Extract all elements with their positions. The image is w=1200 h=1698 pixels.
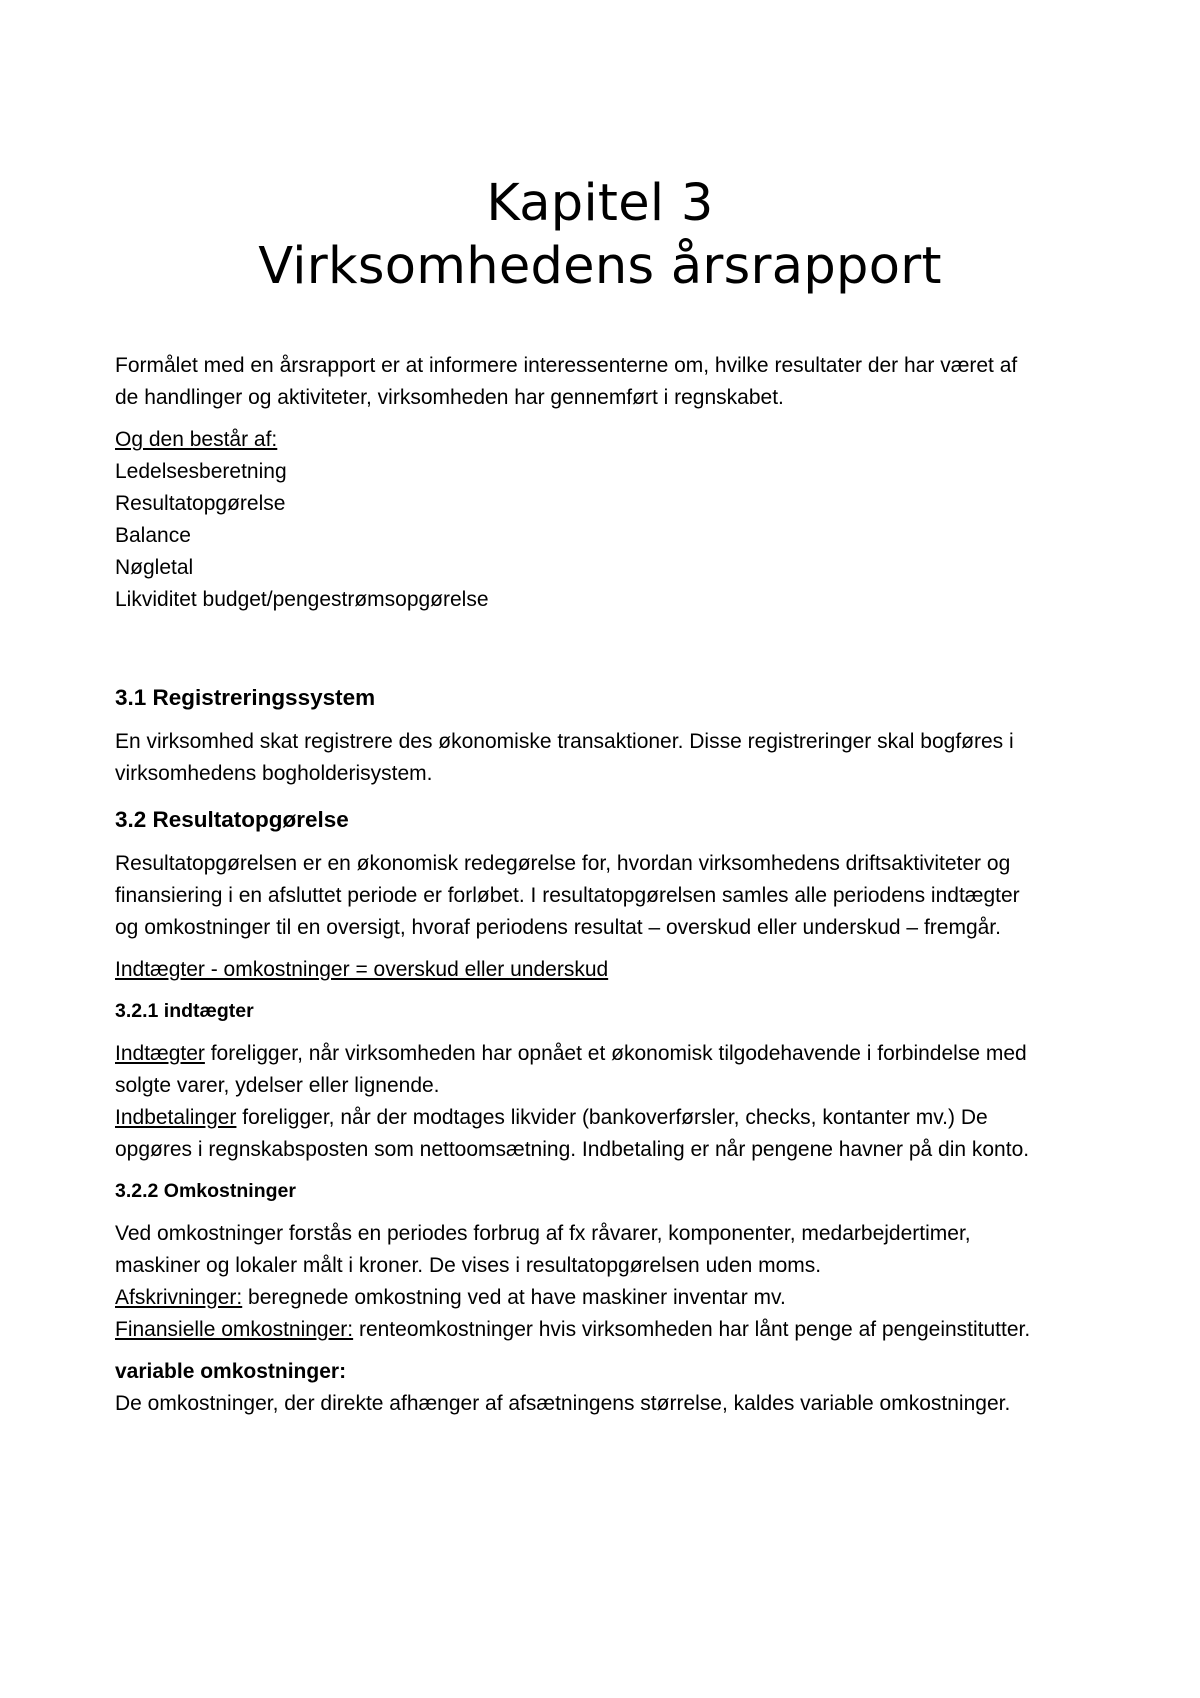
document-title: [0, 172, 1200, 298]
contents-item: Ledelsesberetning: [115, 460, 287, 483]
intro-paragraph: [115, 350, 1105, 414]
term-indbetalinger: Indbetalinger: [115, 1106, 237, 1129]
contents-heading: Og den består af:: [115, 428, 278, 451]
document-body: [115, 350, 1105, 1430]
contents-item: Resultatopgørelse: [115, 492, 286, 515]
paragraph-line: og omkostninger til en oversigt, hvoraf periodens resultat – overskud eller underskud – fremgår.: [115, 916, 1001, 939]
paragraph-line: maskiner og lokaler målt i kroner. De vises i resultatopgørelsen uden moms.: [115, 1254, 822, 1277]
contents-item: Likviditet budget/pengestrømsopgørelse: [115, 588, 489, 611]
formula-text: Indtægter - omkostninger = overskud eller underskud: [115, 958, 609, 981]
term-finansielle-omkostninger: Finansielle omkostninger:: [115, 1318, 354, 1341]
term-definition: renteomkostninger hvis virksomheden har lånt penge af pengeinstitutter.: [353, 1318, 1031, 1341]
variable-costs-paragraph: [115, 1356, 1105, 1420]
title-line-2: Virksomhedens årsrapport: [258, 237, 942, 296]
title-line-1: Kapitel 3: [486, 174, 714, 233]
section-3-2-1-paragraph: [115, 1038, 1105, 1166]
paragraph-line: Resultatopgørelsen er en økonomisk redegørelse for, hvordan virksomhedens driftsaktiviteter og: [115, 852, 1011, 875]
formula-line: [115, 954, 1105, 986]
variable-costs-heading: variable omkostninger:: [115, 1360, 347, 1383]
section-heading-3-2-1: 3.2.1 indtægter: [115, 1000, 254, 1022]
paragraph-line: virksomhedens bogholderisystem.: [115, 762, 433, 785]
intro-line: de handlinger og aktiviteter, virksomheden har gennemført i regnskabet.: [115, 386, 784, 409]
contents-item: Balance: [115, 524, 191, 547]
paragraph-line: solgte varer, ydelser eller lignende.: [115, 1074, 440, 1097]
term-definition: foreligger, når der modtages likvider (bankoverførsler, checks, kontanter mv.) De: [236, 1106, 988, 1129]
paragraph-line: De omkostninger, der direkte afhænger af afsætningens størrelse, kaldes variable omkostninger.: [115, 1392, 1011, 1415]
term-indtaegter: Indtægter: [115, 1042, 205, 1065]
section-heading-3-2: 3.2 Resultatopgørelse: [115, 807, 349, 832]
section-3-2-paragraph: [115, 848, 1105, 944]
contents-list: [115, 424, 1105, 616]
intro-line: Formålet med en årsrapport er at informere interessenterne om, hvilke resultater der har været af: [115, 354, 1018, 377]
paragraph-line: [115, 1038, 1105, 1070]
section-3-2-2-paragraph: [115, 1218, 1105, 1346]
paragraph-line: [115, 1282, 1105, 1314]
paragraph-line: [115, 1102, 1105, 1134]
section-heading-3-2-2: 3.2.2 Omkostninger: [115, 1180, 296, 1202]
paragraph-line: opgøres i regnskabsposten som nettoomsætning. Indbetaling er når pengene havner på din konto.: [115, 1138, 1030, 1161]
paragraph-line: finansiering i en afsluttet periode er forløbet. I resultatopgørelsen samles alle periodens indtægter: [115, 884, 1020, 907]
term-definition: foreligger, når virksomheden har opnået et økonomisk tilgodehavende i forbindelse med: [204, 1042, 1027, 1065]
section-3-1-paragraph: [115, 726, 1105, 790]
paragraph-line: En virksomhed skat registrere des økonomiske transaktioner. Disse registreringer skal bogføres i: [115, 730, 1014, 753]
paragraph-line: Ved omkostninger forstås en periodes forbrug af fx råvarer, komponenter, medarbejdertimer,: [115, 1222, 971, 1245]
section-heading-3-1: 3.1 Registreringssystem: [115, 685, 376, 710]
term-afskrivninger: Afskrivninger:: [115, 1286, 243, 1309]
paragraph-line: [115, 1314, 1105, 1346]
contents-item: Nøgletal: [115, 556, 194, 579]
term-definition: beregnede omkostning ved at have maskiner inventar mv.: [242, 1286, 786, 1309]
